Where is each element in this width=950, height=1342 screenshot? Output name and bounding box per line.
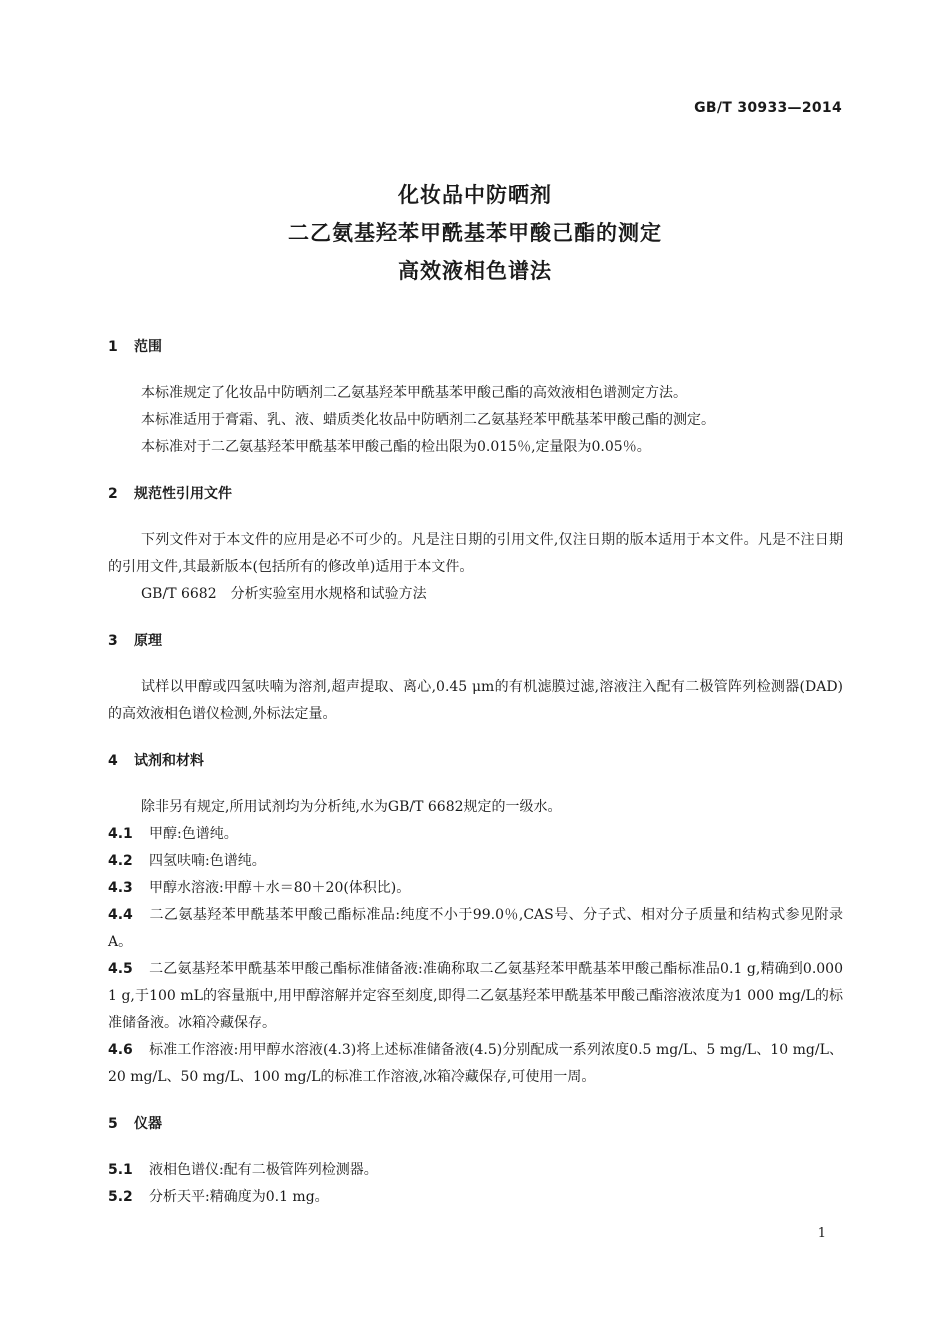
- paragraph: 本标准对于二乙氨基羟苯甲酰基苯甲酸己酯的检出限为0.015％,定量限为0.05％。: [141, 439, 651, 455]
- section-title: 试剂和材料: [134, 753, 204, 769]
- clause-number: 4.6: [108, 1042, 133, 1058]
- standard-number: GB/T 30933—2014: [694, 100, 842, 116]
- section-heading-principle: [108, 628, 843, 654]
- section-title: 原理: [134, 633, 162, 649]
- paragraph: 本标准适用于膏霜、乳、液、蜡质类化妆品中防晒剂二乙氨基羟苯甲酰基苯甲酸己酯的测定。: [141, 412, 715, 428]
- page-number: 1: [817, 1226, 826, 1241]
- section-heading-scope: [108, 334, 843, 360]
- section-number: 5: [108, 1116, 118, 1132]
- section-title: 范围: [134, 339, 162, 355]
- section-heading-normative-references: [108, 481, 843, 507]
- clause-text: 分析天平:精确度为0.1 mg。: [149, 1189, 329, 1205]
- clause-5-1: [108, 1157, 843, 1184]
- clause-number: 4.4: [108, 907, 133, 923]
- section-number: 2: [108, 486, 118, 502]
- clause-number: 4.1: [108, 826, 133, 842]
- title-line-3: 高效液相色谱法: [398, 259, 552, 283]
- section-title: 规范性引用文件: [134, 486, 232, 502]
- paragraph: 本标准规定了化妆品中防晒剂二乙氨基羟苯甲酰基苯甲酸己酯的高效液相色谱测定方法。: [141, 385, 687, 401]
- clause-4-6: [108, 1037, 843, 1091]
- section-title: 仪器: [134, 1116, 162, 1132]
- section-number: 4: [108, 753, 118, 769]
- clause-4-2: [108, 848, 843, 875]
- clause-number: 5.1: [108, 1162, 133, 1178]
- section-number: 3: [108, 633, 118, 649]
- clause-text: 甲醇水溶液:甲醇＋水＝80＋20(体积比)。: [149, 880, 411, 896]
- paragraph: 试样以甲醇或四氢呋喃为溶剂,超声提取、离心,0.45 μm的有机滤膜过滤,溶液注入配有二极管阵列检测器(DAD)的高效液相色谱仪检测,外标法定量。: [108, 679, 843, 722]
- clause-5-2: [108, 1184, 843, 1211]
- title-line-2: 二乙氨基羟苯甲酰基苯甲酸己酯的测定: [288, 221, 662, 245]
- clause-text: 二乙氨基羟苯甲酰基苯甲酸己酯标准储备液:准确称取二乙氨基羟苯甲酰基苯甲酸己酯标准品0.1 g,精确到0.000 1 g,于100 mL的容量瓶中,用甲醇溶解并定容至刻度,即得二乙氨基羟苯甲酰基苯甲酸己酯溶液浓度为1 000 mg/L的标准储备液。冰箱冷藏保存。: [108, 961, 843, 1031]
- title-line-1: 化妆品中防晒剂: [398, 183, 552, 207]
- clause-number: 4.3: [108, 880, 133, 896]
- clause-4-1: [108, 821, 843, 848]
- clause-text: 甲醇:色谱纯。: [149, 826, 238, 842]
- clause-number: 5.2: [108, 1189, 133, 1205]
- section-heading-reagents: [108, 748, 843, 774]
- paragraph: 下列文件对于本文件的应用是必不可少的。凡是注日期的引用文件,仅注日期的版本适用于本文件。凡是不注日期的引用文件,其最新版本(包括所有的修改单)适用于本文件。: [108, 532, 843, 575]
- document-body: [108, 334, 843, 1211]
- clause-text: 标准工作溶液:用甲醇水溶液(4.3)将上述标准储备液(4.5)分别配成一系列浓度0.5 mg/L、5 mg/L、10 mg/L、20 mg/L、50 mg/L、100 mg/L的标准工作溶液,冰箱冷藏保存,可使用一周。: [108, 1042, 843, 1085]
- document-title: [0, 176, 950, 290]
- reference-entry: GB/T 6682 分析实验室用水规格和试验方法: [141, 586, 427, 602]
- clause-text: 四氢呋喃:色谱纯。: [149, 853, 266, 869]
- section-number: 1: [108, 339, 118, 355]
- clause-number: 4.5: [108, 961, 133, 977]
- clause-text: 液相色谱仪:配有二极管阵列检测器。: [149, 1162, 378, 1178]
- clause-text: 二乙氨基羟苯甲酰基苯甲酸己酯标准品:纯度不小于99.0％,CAS号、分子式、相对分子质量和结构式参见附录A。: [108, 907, 843, 950]
- clause-number: 4.2: [108, 853, 133, 869]
- clause-4-5: [108, 956, 843, 1037]
- clause-4-4: [108, 902, 843, 956]
- clause-4-3: [108, 875, 843, 902]
- section-heading-apparatus: [108, 1111, 843, 1137]
- paragraph: 除非另有规定,所用试剂均为分析纯,水为GB/T 6682规定的一级水。: [141, 799, 562, 815]
